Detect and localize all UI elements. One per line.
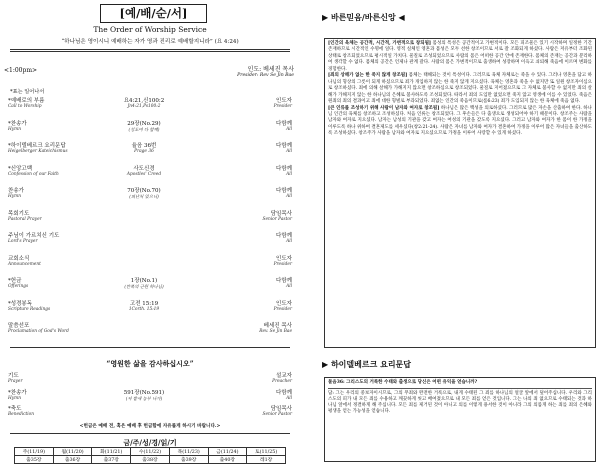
order-item (8, 276, 294, 294)
order-item-label: 기도 (8, 373, 19, 379)
order-item-leader: 다함께 (276, 278, 292, 284)
order-item (8, 388, 294, 406)
presider-ko: 인도: 베세진 목사 (247, 66, 294, 73)
faith-article-box (324, 38, 596, 348)
order-item-leader: 다함께 (276, 233, 292, 239)
bulletin-title: [예/배/순/서] (100, 4, 207, 23)
offering-notice: <헌금은 예배 전, 혹은 예배 후 헌금함에 자유롭게 하시기 바랍니다.> (79, 424, 221, 429)
order-item-label: *찬송가 (8, 389, 27, 396)
order-item-detail: 요4:21,신100:2 (123, 98, 165, 104)
order-item-label: *축도 (8, 406, 22, 412)
faith-paragraph-title: [큰 인류를 조성하기 위해 사람이 남자와 여자로 창조됨] (328, 105, 440, 111)
reading-chapter: 출40장 (208, 456, 247, 464)
order-item-leader: 베세진 목사 (263, 323, 292, 329)
order-item-label-en: Hymn (8, 126, 22, 132)
order-item-detail-en: Jn4:21,Ps100:2 (127, 104, 161, 109)
order-item-label-en: Confession of our Faith (8, 171, 59, 177)
service-time: <1:00pm> (4, 67, 38, 74)
order-item (8, 164, 294, 182)
order-item-leader-en: All (286, 395, 292, 401)
order-item-leader: 다함께 (276, 120, 292, 127)
order-item (8, 321, 294, 339)
reading-chapters-row (15, 456, 286, 464)
order-item-leader-en: All (286, 239, 292, 244)
order-item-detail: 70장(No.70) (127, 188, 161, 194)
faith-paragraph-text: 하나님은 많은 백성을 의로하셨다. 그러므로 많은 자손을 산출하여 한다. 하나님 인간의 육체를 창조하고 조성하셨다. 처음 인류는 창조되었다. 그 후손들은 다 출생으로 생성되어야 하기 때문이다. 창조주는 사람을 남자와 여자로 지으셨다. 남자는 남성의 기관을 갖고 여자는 여성의 기관을 갖도록 지으셨다. 그러고 남자와 여자가 한 몸이 한 가정을 이루도록 하나 위하여 결혼제도를 세우셨다(창2:21-24). 사람은 자녀를 남자와 여자가 결혼하여 가정을 이루어 많은 자녀들을 출산하도록 조성하셨다. 창조주가 사람을 남자와 여자로 지으셨으므로 가정을 이루어 사랑할 수 있게 하셨다. (328, 105, 593, 137)
catechism-box (324, 377, 596, 462)
order-item-leader-en: Presider (273, 104, 292, 109)
order-item-label: 말씀선포 (8, 323, 30, 329)
presider-en: Presider: Rev Se Jin Bae (237, 73, 294, 78)
faith-paragraph-text: 몸성의 특성은 공간적이고 가변적이다. 모든 피조물은 있기 시작하며 일정한 기간 존재하므로 시간적인 수명에 일다. 영적 실체인 영혼과 몸성은 모두 선한 창조이므로 서로 잘 조화되게 하셨다. 사람은 저유부터 조화된 상태로 창조되었으므로 평시적일 가치다. 물질로 조성되었으므로 사람의 몸은 어떠한 공간 안에 존재한다. 몸체의 존재는 공간과 분리하여 생각할 수 없다. 몸체의 공간은 언제나 관계 갈다. 사람의 몸은 가변적이므로 출생하여 성장하며 이윽고 쇠퇴해 죽음에 이르며 변화를 경험한다. (328, 41, 592, 72)
order-item (8, 119, 294, 137)
sermon-theme: “영원한 삶을 감사하십시오” (106, 359, 194, 368)
order-item-leader: 설교자 (276, 373, 292, 379)
faith-paragraph-title: [죄의 상해가 없는 한 죽지 않게 창조됨] (328, 73, 408, 79)
divider (10, 49, 290, 50)
order-item-leader: 다함께 (276, 389, 292, 396)
faith-paragraph (328, 106, 592, 138)
order-item-label: 교회소식 (8, 255, 30, 262)
order-item-leader: 다함께 (276, 188, 292, 194)
order-item-label: 주님이 가르치신 기도 (8, 233, 60, 239)
order-item-label-en: Announcement (8, 261, 41, 267)
order-item-detail: 29장(No.29) (127, 120, 161, 127)
reading-chapter: 출38장 (131, 456, 170, 464)
order-item-leader-en: Presider (273, 261, 292, 267)
catechism-answer: 답: 그는 우리의 중보자이시므로, 그의 무죄와 완전한 거룩으로, 내게 수태된 그 죄를 하나님의 얼굴 앞에서 덮어주십니다. 우리와 그리스도의 피가 내 모든 죄를 수용하고 깨끗하게 씻고 배여졌으므로 내 모든 죄를 얻은 것입니다. 그는 나의 죄 없으므로 수태되는 것과 하나님 앞에서 정결하게 해 주십니다. 모든 죄를 제거된 것이 아니고 의를 이렇게 용서한 것이 아니라 그의 의롭게 하는 죄를 죄의 은혜와 평생을 얻는 가능성을 얻습니다. (328, 391, 592, 415)
order-item-detail: 율음 36번 (131, 143, 157, 149)
order-item (8, 231, 294, 249)
order-item-leader-en: All (286, 126, 292, 132)
order-item-detail-en: 1Corth. 15:19 (128, 306, 160, 312)
order-item-leader-en: Senior Pastor (262, 412, 292, 417)
order-item-label: *헌금 (8, 278, 22, 284)
order-of-worship (4, 4, 296, 462)
order-item-label: *신앙고백 (8, 165, 33, 172)
reading-chapter: 출36장 (53, 456, 92, 464)
divider (10, 51, 290, 52)
order-item-label-en: Scripture Readings (8, 306, 51, 312)
order-item-leader: 다함께 (276, 165, 292, 172)
order-item-leader: 다함께 (276, 143, 292, 149)
order-item-leader: 인도자 (276, 300, 292, 307)
order-item-label-en: Call to Worship (8, 104, 42, 109)
reading-day: 목(11/23) (169, 448, 208, 456)
reading-day: 금(11/24) (208, 448, 247, 456)
reading-day: 주(11/19) (15, 448, 54, 456)
faith-paragraph-text: 몸체는 태해되는 것이 특성이다. 그러므로 육체 자체로는 죽을 수 있다. 그러나 영혼을 담고 하나님의 형상의 그릇이 되게 하셨으므로 죄가 개입하지 않는 한 죽지 않게 지으셨다. 육체는 영혼과 죽을 수 없지만 또 일원 창조자이심으로 창조하셨다. 죄에 의해 살해가 가해지지 않으면 창조하심으로 창조되었다. 물질로 지어졌으므로 그 자체로 불사할 수 없지만 죄의 살해가 가해지지 않는 한 하나님의 은혜로 불사하도록 조성되었다. 따라서 죄의 도입만 없었으면 죽지 않고 영생에 이를 수 있었다. 죽음은 원죄의 죄의 결과이고 죄에 대한 형벌로 부과되었다. 죄없는 인간의 죽음이므로(롬6:23) 죄가 도입되지 않는 한 육체에 죽음 없다. (328, 73, 592, 105)
reading-days-row (15, 448, 286, 456)
reading-day: 수(11/22) (131, 448, 170, 456)
order-item-leader-en: Senior Pastor (262, 216, 292, 222)
reading-chapter: 출35장 (15, 456, 54, 464)
bulletin-subtitle: The Order of Worship Service (93, 25, 207, 34)
order-item-detail: 고전 15:19 (129, 300, 159, 307)
reading-table-title: 금/주/성/경/읽/기 (123, 438, 177, 447)
standing-note: *표는 일어나서 (10, 89, 45, 95)
order-item-leader: 인도자 (276, 98, 292, 104)
reading-day: 월(11/20) (53, 448, 92, 456)
order-item-label-en: Lord's Prayer (8, 239, 38, 244)
theme-verse: “하나님은 영이시니 예배하는 자가 영과 진리로 예배할지니라” (요 4:24) (61, 39, 239, 45)
order-item-leader: 인도자 (276, 255, 292, 262)
order-item-label-en: Prayer (8, 379, 23, 384)
order-item-label-en: Hymn (8, 395, 22, 401)
order-item-leader: 담임목사 (270, 406, 292, 412)
order-item (8, 209, 294, 227)
reading-day: 토(11/25) (247, 448, 286, 456)
order-item-detail-en: (만복의 근원 하나님) (124, 285, 164, 290)
faith-paragraph (328, 41, 592, 73)
faith-column (306, 4, 596, 462)
order-item-label: *찬송가 (8, 120, 27, 127)
divider (10, 347, 290, 348)
order-item (8, 254, 294, 272)
order-item-leader-en: All (286, 284, 292, 289)
order-item-label-en: Heigelberger Kateichismus (8, 149, 68, 154)
catechism-question: 물음36: 그리스도의 거룩한 수태와 출생으로 당신은 어떤 유익을 얻습니까? (328, 380, 478, 385)
order-item-detail: 1장(No.1) (130, 278, 158, 284)
catechism-divider (328, 388, 592, 389)
order-item-leader-en: Rev. Se Jin Bae (259, 329, 292, 334)
order-item-label: *예배로의 부름 (8, 98, 45, 104)
order-item-leader-en: Preacher (272, 379, 292, 384)
order-item (8, 96, 294, 114)
order-item-label-en: Hymn (8, 194, 22, 199)
order-item (8, 299, 294, 317)
order-item-detail-en: Apostles' Creed (126, 171, 162, 177)
order-item (8, 371, 294, 389)
order-item-detail-en: (피난처 있으니) (129, 195, 159, 200)
presider-block (204, 64, 294, 78)
order-item (8, 141, 294, 159)
order-item-leader-en: Presider (273, 306, 292, 312)
order-item-label: *성경봉독 (8, 300, 33, 307)
faith-paragraph-title: [인간의 육체는 공간적, 시간적, 가변적으로 창되됨] (328, 41, 432, 46)
reading-day: 화(11/21) (92, 448, 131, 456)
order-item-label: 찬송가 (8, 188, 24, 194)
faith-paragraph (328, 73, 592, 105)
order-item-leader-en: All (286, 149, 292, 154)
order-item-detail-en: Prage 36 (134, 149, 154, 154)
order-item-detail: 사도신경 (133, 165, 155, 172)
order-item (8, 186, 294, 204)
section-heading-faith: ▶ 바른믿음/바른신앙 ◀ (322, 12, 405, 22)
order-item-label-en: Pastoral Prayer (8, 216, 42, 222)
section-heading-catechism: ▶ 하이델베르크 요리문답 (322, 359, 412, 369)
order-item-detail: 591장(No.591) (123, 389, 165, 396)
order-item-label: 목회기도 (8, 210, 30, 217)
divider (10, 433, 290, 434)
order-item-leader-en: All (286, 171, 292, 177)
order-item-leader: 담임목사 (270, 210, 292, 217)
order-item-label-en: Proclamation of God's Word (8, 329, 69, 334)
reading-chapter: 출37장 (92, 456, 131, 464)
order-item-label-en: Benediction (8, 412, 34, 417)
order-item-label-en: Offerings (8, 284, 29, 289)
order-item-detail-en: (저 밭에 농부 나가) (125, 396, 163, 402)
order-item-label: *하이델베르크 요리문답 (8, 143, 66, 149)
order-item (8, 404, 294, 422)
reading-table (14, 447, 286, 464)
order-item-detail-en: (성도여 다 함께) (128, 127, 160, 133)
reading-chapter: 출39장 (169, 456, 208, 464)
reading-chapter: 레1장 (247, 456, 286, 464)
order-item-leader-en: All (286, 194, 292, 199)
